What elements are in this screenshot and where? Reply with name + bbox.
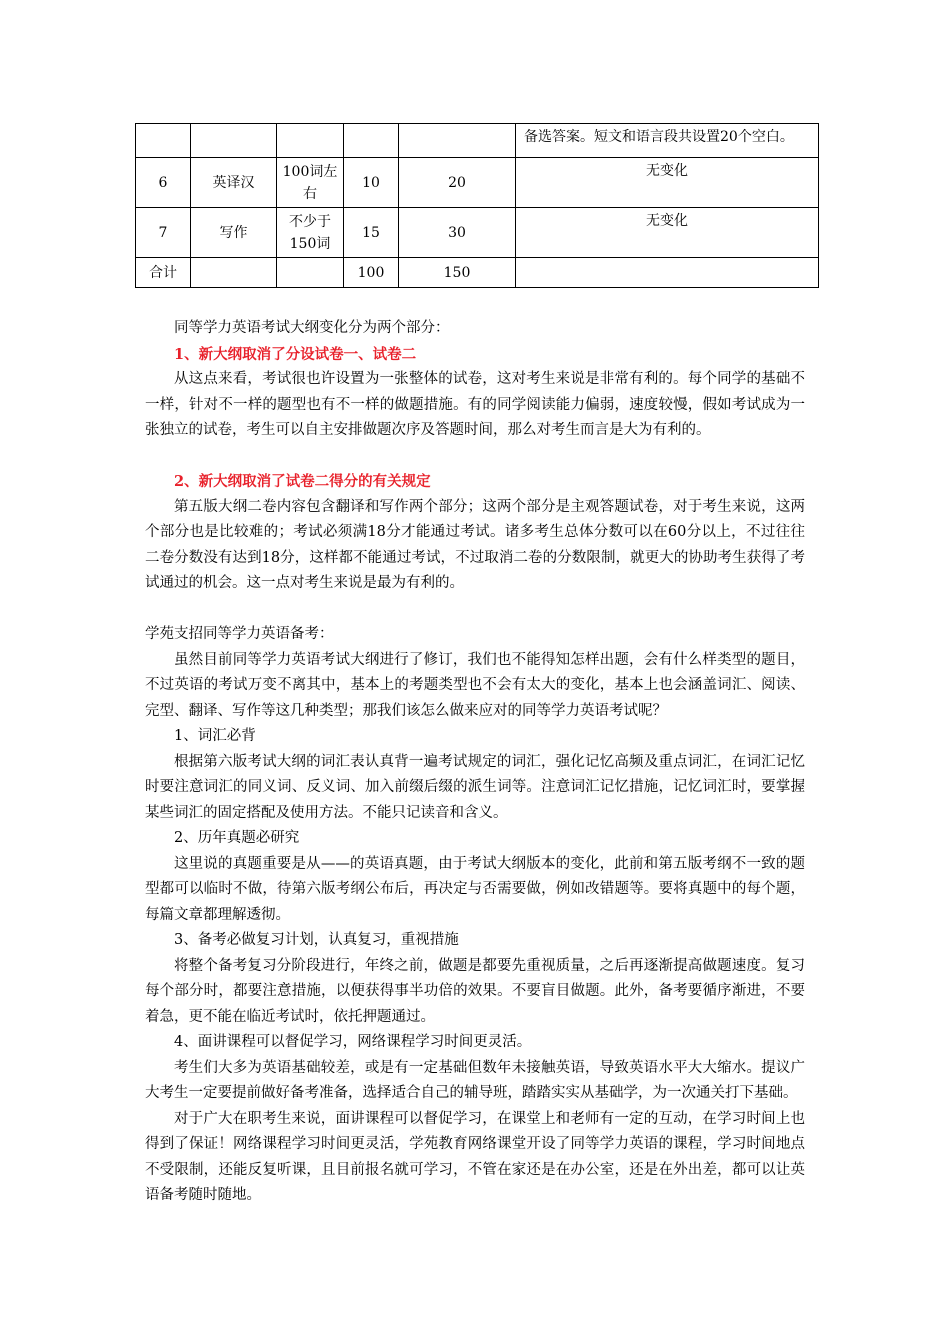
table-cell-count: 15 [344,208,399,258]
table-cell-no: 6 [136,158,191,208]
table-cell-words [277,124,344,158]
table-cell-words [277,258,344,288]
table-cell-count: 10 [344,158,399,208]
section-heading-1: 1、新大纲取消了分设试卷一、试卷二 [174,345,417,363]
exam-structure-table [135,123,819,288]
section-heading-2: 2、新大纲取消了试卷二得分的有关规定 [174,473,431,490]
tip-heading-4: 4、面讲课程可以督促学习，网络课程学习时间更灵活。 [174,1034,532,1050]
table-cell-words: 不少于150词 [277,208,344,258]
paragraph: 根据第六版考试大纲的词汇表认真背一遍考试规定的词汇，强化记忆高频及重点词汇，在词汇记忆时要注意词汇的同义词、反义词、加入前缀后缀的派生词等。注意词汇记忆措施，记忆词汇时，要掌握某些词汇的固定搭配及使用方法。不能只记读音和含义。 [145,753,805,821]
table-row [136,124,819,158]
tip-heading-1: 1、词汇必背 [174,728,256,744]
table-cell-item [191,124,277,158]
article-body [145,316,805,1209]
tips-title: 学苑支招同等学力英语备考： [145,626,334,642]
table-cell-item: 英译汉 [191,158,277,208]
tip-heading-2: 2、历年真题必研究 [174,830,300,846]
table-cell-note: 无变化 [516,208,819,258]
table-cell-count [344,124,399,158]
table-row [136,208,819,258]
table-cell-item: 写作 [191,208,277,258]
paragraph: 对于广大在职考生来说，面讲课程可以督促学习，在课堂上和老师有一定的互动，在学习时间上也得到了保证！网络课程学习时间更灵活，学苑教育网络课堂开设了同等学力英语的课程，学习时间地点不受限制，还能反复听课，且目前报名就可学习，不管在家还是在办公室，还是在外出差，都可以让英语备考随时随地。 [145,1110,805,1203]
table-cell-note [516,258,819,288]
table-cell-no: 7 [136,208,191,258]
table-row [136,158,819,208]
paragraph: 将整个备考复习分阶段进行，年终之前，做题是都要先重视质量，之后再逐渐提高做题速度。复习每个部分时，都要注意措施，以便获得事半功倍的效果。不要盲目做题。此外，备考要循序渐进，不要着急，更不能在临近考试时，依托押题通过。 [145,957,805,1025]
paragraph: 这里说的真题重要是从——的英语真题，由于考试大纲版本的变化，此前和第五版考纲不一致的题型都可以临时不做，待第六版考纲公布后，再决定与否需要做，例如改错题等。要将真题中的每个题，每篇文章都理解透彻。 [145,855,805,923]
table-cell-words: 100词左右 [277,158,344,208]
table-cell-no [136,124,191,158]
table-row [136,258,819,288]
paragraph: 第五版大纲二卷内容包含翻译和写作两个部分；这两个部分是主观答题试卷，对于考生来说，这两个部分也是比较难的；考试必须满18分才能通过考试。诸多考生总体分数可以在60分以上，不过往往二卷分数没有达到18分，这样都不能通过考试，不过取消二卷的分数限制，就更大的协助考生获得了考试通过的机会。这一点对考生来说是最为有利的。 [145,498,805,591]
tip-heading-3: 3、备考必做复习计划，认真复习，重视措施 [174,932,459,948]
table-cell-no: 合计 [136,258,191,288]
intro-line: 同等学力英语考试大纲变化分为两个部分： [174,320,450,336]
table-cell-item [191,258,277,288]
paragraph: 从这点来看，考试很也许设置为一张整体的试卷，这对考生来说是非常有利的。每个同学的基础不一样，针对不一样的题型也有不一样的做题措施。有的同学阅读能力偏弱，速度较慢，假如考试成为一张独立的试卷，考生可以自主安排做题次序及答题时间，那么对考生而言是大为有利的。 [145,371,805,438]
table-cell-score [399,124,516,158]
table-cell-count: 100 [344,258,399,288]
table-cell-score: 20 [399,158,516,208]
paragraph: 虽然目前同等学力英语考试大纲进行了修订，我们也不能得知怎样出题，会有什么样类型的题目，不过英语的考试万变不离其中，基本上的考题类型也不会有太大的变化，基本上也会涵盖词汇、阅读、完型、翻译、写作等这几种类型；那我们该怎么做来应对的同等学力英语考试呢？ [145,651,805,719]
table-cell-score: 150 [399,258,516,288]
table-cell-note: 无变化 [516,158,819,208]
paragraph: 考生们大多为英语基础较差，或是有一定基础但数年未接触英语，导致英语水平大大缩水。提议广大考生一定要提前做好备考准备，选择适合自己的辅导班，踏踏实实从基础学，为一次通关打下基础。 [145,1059,805,1101]
table-cell-note: 备选答案。短文和语言段共设置20个空白。 [516,124,819,158]
table-cell-score: 30 [399,208,516,258]
